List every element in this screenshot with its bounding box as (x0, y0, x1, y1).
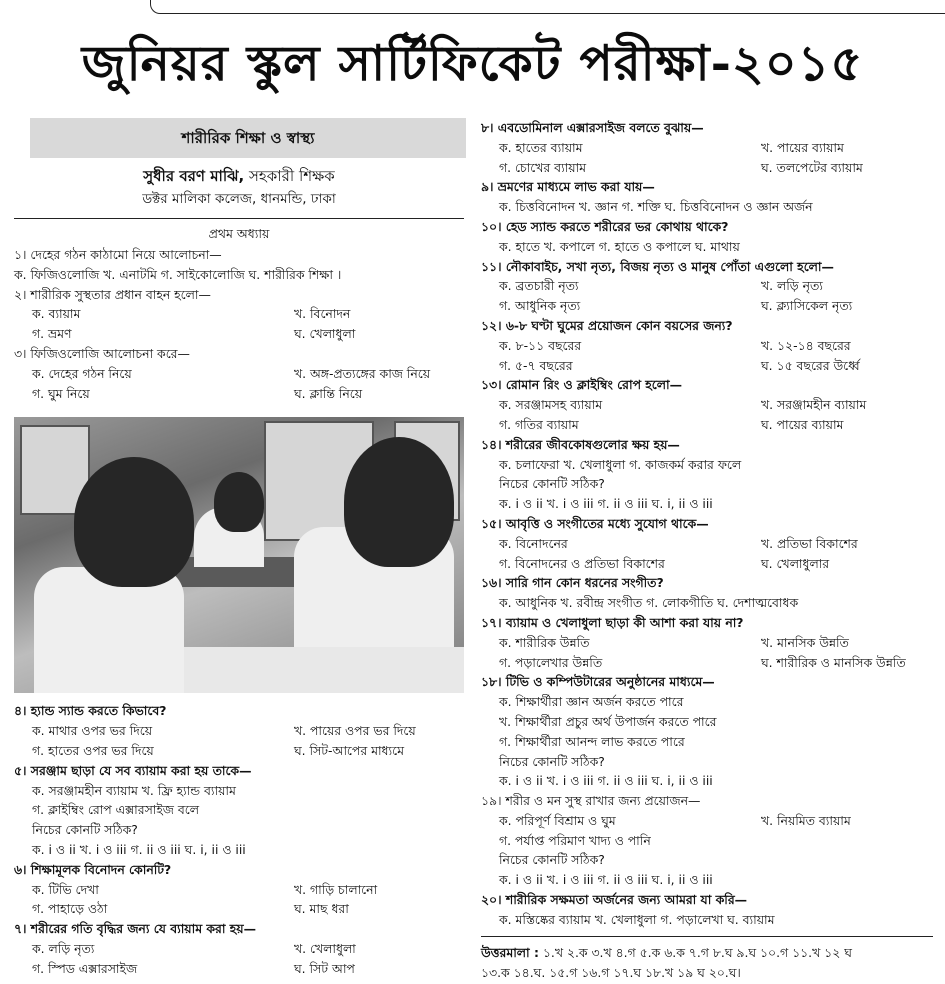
question-17-options (481, 653, 933, 673)
question-15: ১৫। আবৃত্তি ও সংগীতের মধ্যে সুযোগ থাকে— (481, 515, 709, 531)
question-19: ১৯। শরীর ও মন সুস্থ রাখার জন্য প্রয়োজন— (481, 793, 701, 809)
question-13-options (481, 415, 933, 435)
option-b: খ. খেলাধুলা (294, 940, 356, 956)
question-18-line: নিচের কোনটি সঠিক? (499, 753, 605, 769)
answer-key (481, 943, 933, 963)
option-d: ঘ. সিট আপ (294, 960, 355, 976)
answer-key-line-1: ১.খ ২.ক ৩.খ ৪.গ ৫.ক ৬.ক ৭.গ ৮.ঘ ৯.ঘ ১০.গ ১১.খ ১২ ঘ (538, 944, 852, 960)
question-19-options (481, 811, 933, 831)
question-17: ১৭। ব্যায়াম ও খেলাধুলা ছাড়া কী আশা করা যায় না? (481, 614, 744, 630)
option-d: ঘ. ক্ল্যাসিকেল নৃত্য (761, 298, 853, 314)
option-a: ক. বিনোদনের (499, 535, 568, 551)
student-head (74, 457, 194, 587)
question-4-options (14, 721, 464, 741)
question-8-options (481, 138, 933, 158)
option-c: গ. বিনোদনের ও প্রতিভা বিকাশের (499, 555, 665, 571)
option-a: ক. লড়ি নৃত্য (32, 940, 95, 956)
question-15-options (481, 534, 933, 554)
option-a: ক. ব্রতচারী নৃত্য (499, 278, 579, 294)
option-a: ক. শারীরিক উন্নতি (499, 634, 590, 650)
question-17-options (481, 633, 933, 653)
option-d: ঘ. ১৫ বছরের উর্ধ্বে (761, 357, 860, 373)
question-8: ৮। এবডোমিনাল এক্সারসাইজ বলতে বুঝায়— (481, 120, 704, 135)
question-12-options (481, 356, 933, 376)
option-b: খ. বিনোদন (294, 306, 351, 322)
student-head (344, 437, 454, 567)
question-10-options: ক. হাতে খ. কপালে গ. হাতে ও কপালে ঘ. মাথায় (499, 238, 740, 254)
question-16-options: ক. আধুনিক খ. রবীন্দ্র সংগীত গ. লোকগীতি ঘ. দেশাত্মবোধক (499, 595, 799, 611)
option-b: খ. মানসিক উন্নতি (761, 634, 849, 650)
option-d: ঘ. শারীরিক ও মানসিক উন্নতি (761, 654, 906, 670)
question-2-options (14, 304, 464, 324)
question-18-line: ক. শিক্ষার্থীরা জ্ঞান অর্জন করতে পারে (499, 694, 684, 710)
option-c: গ. পড়ালেখার উন্নতি (499, 654, 603, 670)
question-13: ১৩। রোমান রিং ও ক্লাইম্বিং রোপ হলো— (481, 377, 682, 393)
option-b: খ. গাড়ি চালানো (294, 881, 378, 897)
question-11-options (481, 296, 933, 316)
question-6: ৬। শিক্ষামূলক বিনোদন কোনটি? (14, 861, 172, 877)
question-10: ১০। হেড স্যান্ড করতে শরীরের ভর কোথায় থাকে? (481, 218, 729, 234)
question-20: ২০। শারীরিক সক্ষমতা অর্জনের জন্য আমরা যা করি— (481, 892, 748, 908)
question-18-line: গ. শিক্ষার্থীরা আনন্দ লাভ করতে পারে (499, 733, 685, 749)
author-name: সুধীর বরণ মাঝি, (143, 167, 245, 185)
option-b: খ. পায়ের ওপর ভর দিয়ে (294, 723, 416, 739)
option-b: খ. ১২-১৪ বছরের (761, 337, 851, 353)
page-title: জুনিয়র স্কুল সার্টিফিকেট পরীক্ষা-২০১৫ (81, 34, 864, 92)
question-4: ৪। হ্যান্ড স্যান্ড করতে কিভাবে? (14, 703, 167, 719)
author-line (14, 162, 464, 190)
option-b: খ. সরঞ্জামহীন ব্যায়াম (761, 397, 867, 413)
question-3-options (14, 384, 464, 404)
question-12: ১২। ৬-৮ ঘণ্টা ঘুমের প্রয়োজন কোন বয়সের জন্য? (481, 317, 733, 333)
question-3: ৩। ফিজিওলোজি আলোচনা করে— (14, 345, 190, 361)
question-19-line: নিচের কোনটি সঠিক? (499, 852, 605, 868)
question-9-options: ক. চিত্তবিনোদন খ. জ্ঞান গ. শক্তি ঘ. চিত্তবিনোদন ও জ্ঞান অর্জন (499, 199, 813, 215)
question-20-options: ক. মস্তিষ্কের ব্যায়াম খ. খেলাধুলা গ. পড়ালেখা ঘ. ব্যায়াম (499, 911, 775, 927)
option-d: ঘ. তলপেটের ব্যায়াম (761, 159, 863, 175)
question-19-line: ক. i ও ii খ. i ও iii গ. ii ও iii ঘ. i, ii ও iii (499, 872, 713, 888)
left-column (14, 118, 464, 979)
option-b: খ. নিয়মিত ব্যায়াম (761, 812, 851, 828)
student-shirt (34, 567, 184, 693)
question-2-options (14, 324, 464, 344)
option-d: ঘ. সিট-আপের মাধ্যমে (294, 742, 404, 758)
answer-key-label: উত্তরমালা : (481, 944, 539, 960)
question-7: ৭। শরীরের গতি বৃদ্ধির জন্য যে ব্যায়াম করা হয়— (14, 921, 256, 937)
option-a: ক. মাথার ওপর ভর দিয়ে (32, 723, 152, 739)
question-5-line: গ. ক্লাইম্বিং রোপ এক্সারসাইজ বলে (32, 802, 199, 818)
question-9: ৯। ভ্রমণের মাধ্যমে লাভ করা যায়— (481, 179, 655, 195)
option-b: খ. অঙ্গ-প্রত্যঙ্গের কাজ নিয়ে (294, 365, 431, 381)
option-a: ক. দেহের গঠন নিয়ে (32, 365, 132, 381)
question-3-options (14, 364, 464, 384)
header-decoration (150, 0, 945, 14)
question-6-options (14, 899, 464, 919)
option-c: গ. ভ্রমণ (32, 326, 72, 342)
option-a: ক. হাতের ব্যায়াম (499, 139, 583, 155)
right-column (481, 118, 933, 983)
question-8-options (481, 158, 933, 178)
question-11-options (481, 276, 933, 296)
question-14: ১৪। শরীরের জীবকোষগুলোর ক্ষয় হয়— (481, 436, 680, 452)
question-14-line: ক. i ও ii খ. i ও iii গ. ii ও iii ঘ. i, ii ও iii (499, 496, 713, 512)
option-d: ঘ. পায়ের ব্যায়াম (761, 416, 844, 432)
option-b: খ. প্রতিভা বিকাশের (761, 535, 858, 551)
question-5-line: ক. সরঞ্জামহীন ব্যায়াম খ. ফ্রি হ্যান্ড ব্যায়াম (32, 782, 236, 798)
question-18-line: ক. i ও ii খ. i ও iii গ. ii ও iii ঘ. i, ii ও iii (499, 773, 713, 789)
question-7-options (14, 959, 464, 979)
chapter-heading: প্রথম অধ্যায় (208, 226, 270, 241)
question-11: ১১। নৌকাবাইচ, সখা নৃত্য, বিজয় নৃত্য ও মানুষ পোঁতা এগুলো হলো— (481, 258, 834, 274)
option-a: ক. সরঞ্জামসহ ব্যায়াম (499, 397, 603, 413)
author-role: সহকারী শিক্ষক (244, 167, 335, 185)
question-19-line: গ. পর্যাপ্ত পরিমাণ খাদ্য ও পানি (499, 832, 651, 848)
option-c: গ. গতির ব্যায়াম (499, 416, 579, 432)
option-a: ক. টিভি দেখা (32, 881, 99, 897)
question-5-line: নিচের কোনটি সঠিক? (32, 822, 138, 838)
question-5: ৫। সরঞ্জাম ছাড়া যে সব ব্যায়াম করা হয় তাকে— (14, 762, 252, 778)
option-c: গ. স্পিড এক্সারসাইজ (32, 960, 138, 976)
question-7-options (14, 939, 464, 959)
student-head (214, 472, 264, 532)
subject-heading: শারীরিক শিক্ষা ও স্বাস্থ্য (30, 118, 466, 158)
option-a: ক. পরিপূর্ণ বিশ্রাম ও ঘুম (499, 812, 616, 828)
option-a: ক. ৮-১১ বছরের (499, 337, 582, 353)
option-c: গ. পাহাড়ে ওঠা (32, 901, 108, 917)
paper (184, 647, 464, 693)
option-b: খ. পায়ের ব্যায়াম (761, 139, 844, 155)
question-16: ১৬। সারি গান কোন ধরনের সংগীত? (481, 575, 664, 591)
option-b: খ. লড়ি নৃত্য (761, 278, 823, 294)
option-d: ঘ. খেলাধুলা (294, 326, 356, 342)
question-2: ২। শারীরিক সুস্থতার প্রধান বাহন হলো— (14, 286, 211, 302)
question-18-line: খ. শিক্ষার্থীরা প্রচুর অর্থ উপার্জন করতে পারে (499, 713, 717, 729)
option-a: ক. ব্যায়াম (32, 306, 81, 322)
option-d: ঘ. ক্লান্তি নিয়ে (294, 385, 363, 401)
question-14-line: ক. চলাফেরা খ. খেলাধুলা গ. কাজকর্ম করার ফলে (499, 456, 742, 472)
question-18: ১৮। টিভি ও কম্পিউটারের অনুষ্ঠানের মাধ্যমে— (481, 674, 715, 690)
option-c: গ. ঘুম নিয়ে (32, 385, 90, 401)
option-d: ঘ. খেলাধুলার (761, 555, 830, 571)
question-15-options (481, 554, 933, 574)
option-c: গ. হাতের ওপর ভর দিয়ে (32, 742, 154, 758)
question-13-options (481, 395, 933, 415)
option-c: গ. আধুনিক নৃত্য (499, 298, 581, 314)
divider (481, 936, 933, 937)
question-1: ১। দেহের গঠন কাঠামো নিয়ে আলোচনা— (14, 247, 222, 262)
question-6-options (14, 880, 464, 900)
option-c: গ. চোখের ব্যায়াম (499, 159, 587, 175)
question-14-line: নিচের কোনটি সঠিক? (499, 476, 605, 492)
divider (14, 218, 464, 219)
question-5-line: ক. i ও ii খ. i ও iii গ. ii ও iii ঘ. i, ii ও iii (32, 841, 246, 857)
students-photo (14, 417, 464, 693)
option-c: গ. ৫-৭ বছরের (499, 357, 573, 373)
college-name: ডক্টর মালিকা কলেজ, ধানমন্ডি, ঢাকা (142, 191, 336, 207)
answer-key-line-2: ১৩.ক ১৪.ঘ. ১৫.গ ১৬.গ ১৭.ঘ ১৮.খ ১৯ ঘ ২০.ঘ। (481, 964, 741, 980)
question-1-options: ক. ফিজিওলোজি খ. এনাটমি গ. সাইকোলোজি ঘ. শারীরিক শিক্ষা । (14, 266, 342, 282)
option-d: ঘ. মাছ ধরা (294, 901, 349, 917)
question-12-options (481, 336, 933, 356)
question-4-options (14, 741, 464, 761)
